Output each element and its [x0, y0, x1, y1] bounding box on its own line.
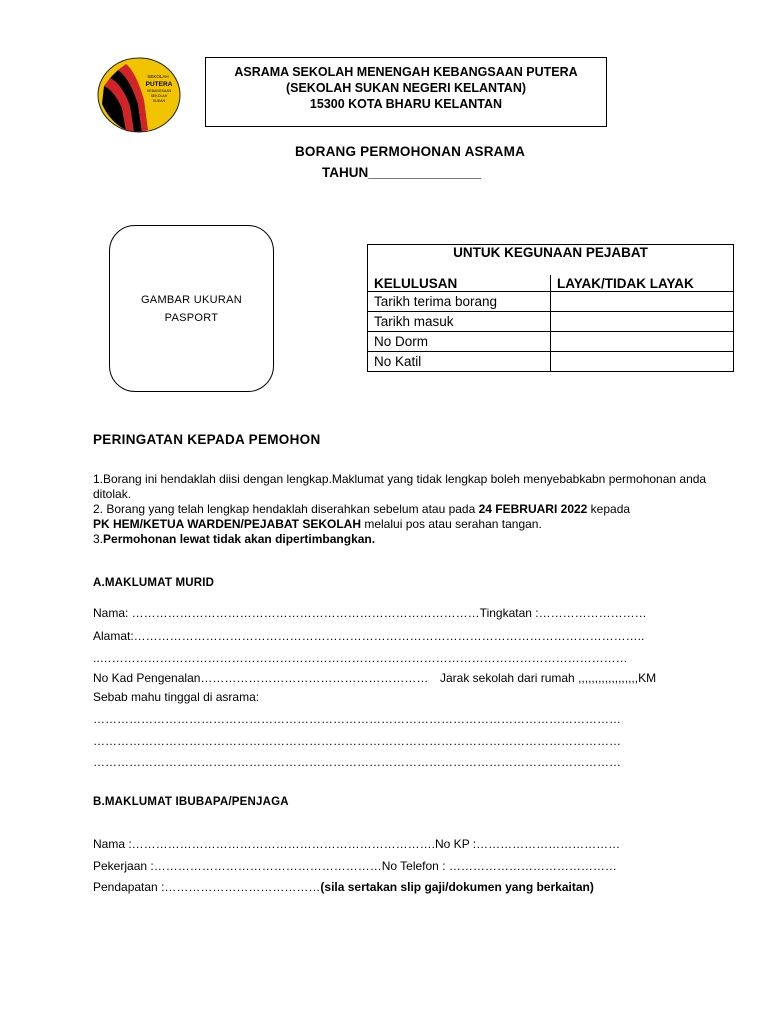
- section-a-title: A.MAKLUMAT MURID: [93, 577, 215, 589]
- logo-text-5: SUKAN: [152, 99, 166, 103]
- student-address-line2[interactable]: ..……………………………………………………………………………………………………………………: [93, 651, 628, 665]
- reason-line-1[interactable]: ……………………………………………………………………………………………………………………: [93, 712, 621, 726]
- office-row-label: Tarikh masuk: [368, 312, 551, 332]
- parent-job-field[interactable]: Pekerjaan :…………………………………………………No Telefon : ……………………………………: [93, 859, 617, 873]
- parent-income-field: [93, 880, 594, 894]
- logo-text-4: SEKOLAH: [150, 94, 168, 98]
- office-row-label: No Dorm: [368, 332, 551, 352]
- student-address-field[interactable]: Alamat:………………………………………………………………………………………………………………..: [93, 629, 645, 643]
- office-table-title: UNTUK KEGUNAAN PEJABAT: [368, 245, 734, 276]
- office-row-value[interactable]: [551, 332, 734, 352]
- office-use-table: [367, 244, 734, 372]
- photo-label-line2: PASPORT: [164, 311, 219, 324]
- passport-photo-box: [109, 225, 274, 392]
- ic-number-field[interactable]: No Kad Pengenalan…………………………………………………: [93, 671, 429, 685]
- office-col-approval: KELULUSAN: [368, 275, 551, 292]
- logo-text-2: PUTERA: [145, 81, 173, 88]
- warning-body: [93, 472, 713, 547]
- deadline-date: 24 FEBRUARI 2022: [478, 502, 588, 516]
- warning-title: PERINGATAN KEPADA PEMOHON: [93, 432, 321, 447]
- warning-p2-mid: kepada: [587, 502, 631, 516]
- office-row-label: No Katil: [368, 352, 551, 372]
- warning-point-2: [93, 502, 713, 532]
- parent-name-field[interactable]: Nama :………………………………………………………………….No KP :………………………………: [93, 837, 621, 851]
- income-input[interactable]: Pendapatan :…………………………………: [93, 880, 321, 894]
- warning-p3-text: Permohonan lewat tidak akan dipertimbangkan.: [103, 532, 376, 546]
- warning-point-3: [93, 532, 713, 547]
- income-note: (sila sertakan slip gaji/dokumen yang berkaitan): [320, 880, 594, 894]
- photo-label-line1: GAMBAR UKURAN: [140, 293, 243, 306]
- submission-office: PK HEM/KETUA WARDEN/PEJABAT SEKOLAH: [93, 517, 362, 531]
- table-row: [368, 292, 734, 312]
- reason-line-2[interactable]: ……………………………………………………………………………………………………………………: [93, 734, 621, 748]
- table-row: [368, 312, 734, 332]
- school-header-box: [205, 57, 607, 127]
- warning-p2-end: melalui pos atau serahan tangan.: [361, 517, 542, 531]
- table-row: [368, 352, 734, 372]
- school-subtitle: (SEKOLAH SUKAN NEGERI KELANTAN): [285, 81, 527, 95]
- warning-p2-text: 2. Borang yang telah lengkap hendaklah diserahkan sebelum atau pada: [93, 502, 479, 516]
- table-row: [368, 332, 734, 352]
- school-logo: [96, 56, 182, 134]
- logo-text-1: SEKOLAH: [147, 74, 169, 79]
- office-row-label: Tarikh terima borang: [368, 292, 551, 312]
- warning-p3-num: 3.: [93, 532, 104, 546]
- school-name: ASRAMA SEKOLAH MENENGAH KEBANGSAAN PUTERA: [234, 65, 578, 79]
- office-row-value[interactable]: [551, 292, 734, 312]
- logo-emblem-icon: [96, 56, 182, 134]
- reason-line-3[interactable]: ……………………………………………………………………………………………………………………: [93, 755, 621, 769]
- office-col-eligibility: LAYAK/TIDAK LAYAK: [551, 275, 734, 292]
- logo-text-3: KEBANGSAAN: [146, 89, 172, 93]
- year-field[interactable]: TAHUN_______________: [322, 165, 481, 180]
- reason-label: Sebab mahu tinggal di asrama:: [93, 690, 260, 704]
- distance-field[interactable]: Jarak sekolah dari rumah ,,,,,,,,,,,,,,,,,,KM: [440, 671, 657, 685]
- office-row-value[interactable]: [551, 352, 734, 372]
- student-name-field[interactable]: Nama: ……………………………………………………………………………Tingkatan :………………………: [93, 606, 647, 620]
- office-row-value[interactable]: [551, 312, 734, 332]
- warning-point-1: 1.Borang ini hendaklah diisi dengan lengkap.Maklumat yang tidak lengkap boleh menyebabkabn permohonan anda ditolak.: [93, 472, 707, 501]
- form-title: BORANG PERMOHONAN ASRAMA: [294, 144, 526, 159]
- school-address: 15300 KOTA BHARU KELANTAN: [309, 97, 503, 111]
- section-b-title: B.MAKLUMAT IBUBAPA/PENJAGA: [93, 796, 289, 808]
